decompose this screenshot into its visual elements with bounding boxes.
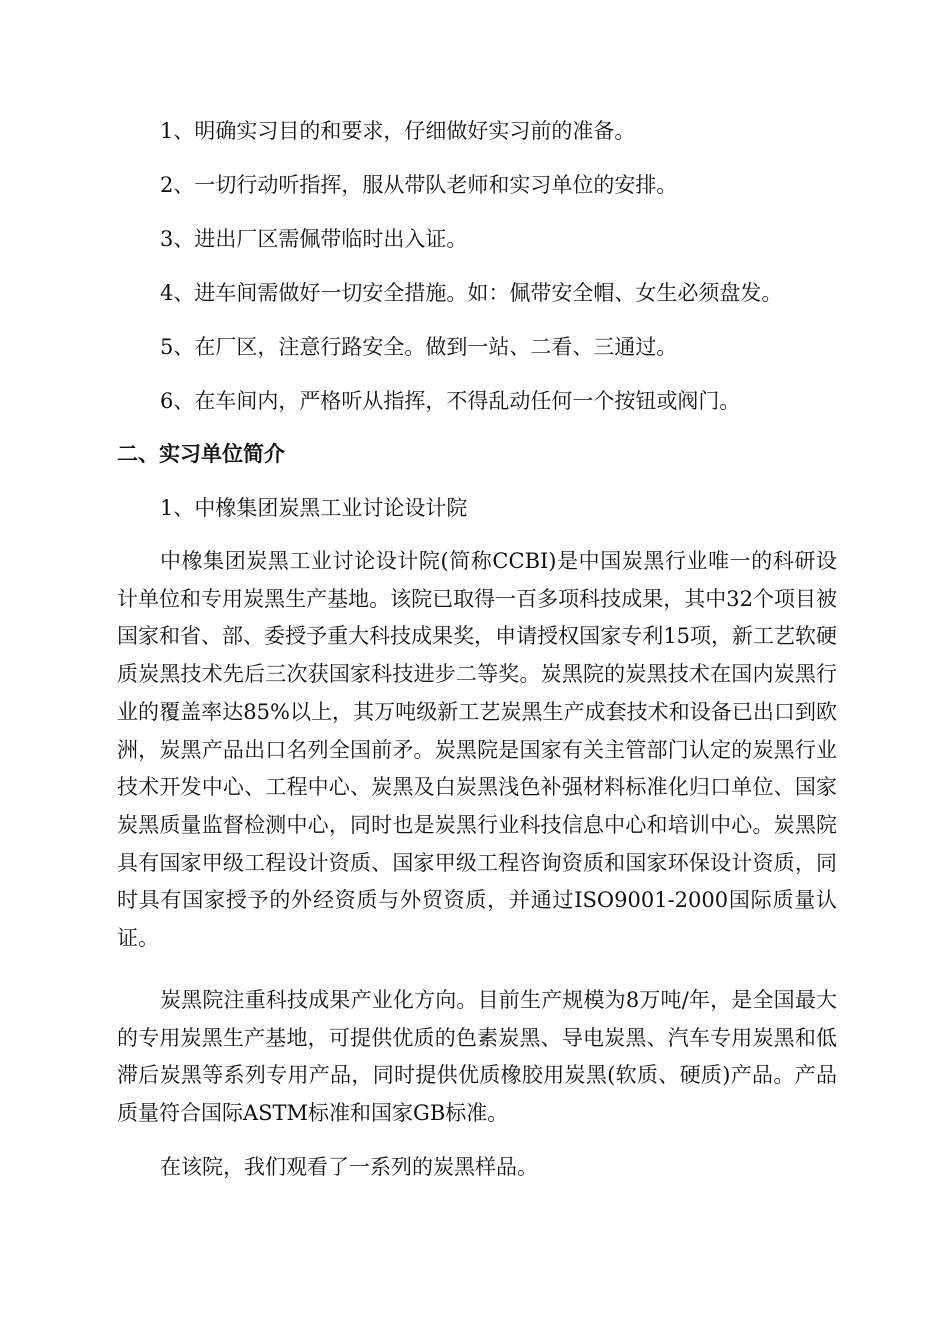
requirement-item-5: 5、在厂区，注意行路安全。做到一站、二看、三通过。 — [160, 335, 678, 359]
requirement-item-4: 4、进车间需做好一切安全措施。如：佩带安全帽、女生必须盘发。 — [160, 281, 783, 305]
subsection-heading: 1、中橡集团炭黑工业讨论设计院 — [160, 496, 468, 520]
requirement-item-3: 3、进出厂区需佩带临时出入证。 — [160, 227, 468, 251]
section-heading: 二、实习单位简介 — [117, 442, 285, 466]
requirement-item-6: 6、在车间内，严格听从指挥，不得乱动任何一个按钮或阀门。 — [160, 389, 741, 413]
requirement-item-1: 1、明确实习目的和要求，仔细做好实习前的准备。 — [160, 119, 636, 143]
requirement-item-2: 2、一切行动听指挥，服从带队老师和实习单位的安排。 — [160, 173, 678, 197]
paragraph-production: 炭黑院注重科技成果产业化方向。目前生产规模为8万吨/年，是全国最大的专用炭黑生产基地，可提供优质的色素炭黑、导电炭黑、汽车专用炭黑和低滞后炭黑等系列专用产品，同时提供优质橡胶用炭黑(软质、硬质)产品。产品质量符合国际ASTM标准和国家GB标准。 — [117, 988, 837, 1126]
paragraph-samples: 在该院，我们观看了一系列的炭黑样品。 — [160, 1155, 538, 1179]
paragraph-institute-overview: 中橡集团炭黑工业讨论设计院(简称CCBI)是中国炭黑行业唯一的科研设计单位和专用炭黑生产基地。该院已取得一百多项科技成果，其中32个项目被国家和省、部、委授予重大科技成果奖，申请授权国家专利15项，新工艺软硬质炭黑技术先后三次获国家科技进步二等奖。炭黑院的炭黑技术在国内炭黑行业的覆盖率达85%以上，其万吨级新工艺炭黑生产成套技术和设备已出口到欧洲，炭黑产品出口名列全国前矛。炭黑院是国家有关主管部门认定的炭黑行业技术开发中心、工程中心、炭黑及白炭黑浅色补强材料标准化归口单位、国家炭黑质量监督检测中心，同时也是炭黑行业科技信息中心和培训中心。炭黑院具有国家甲级工程设计资质、国家甲级工程咨询资质和国家环保设计资质，同时具有国家授予的外经资质与外贸资质，并通过ISO9001-2000国际质量认证。 — [117, 549, 837, 951]
